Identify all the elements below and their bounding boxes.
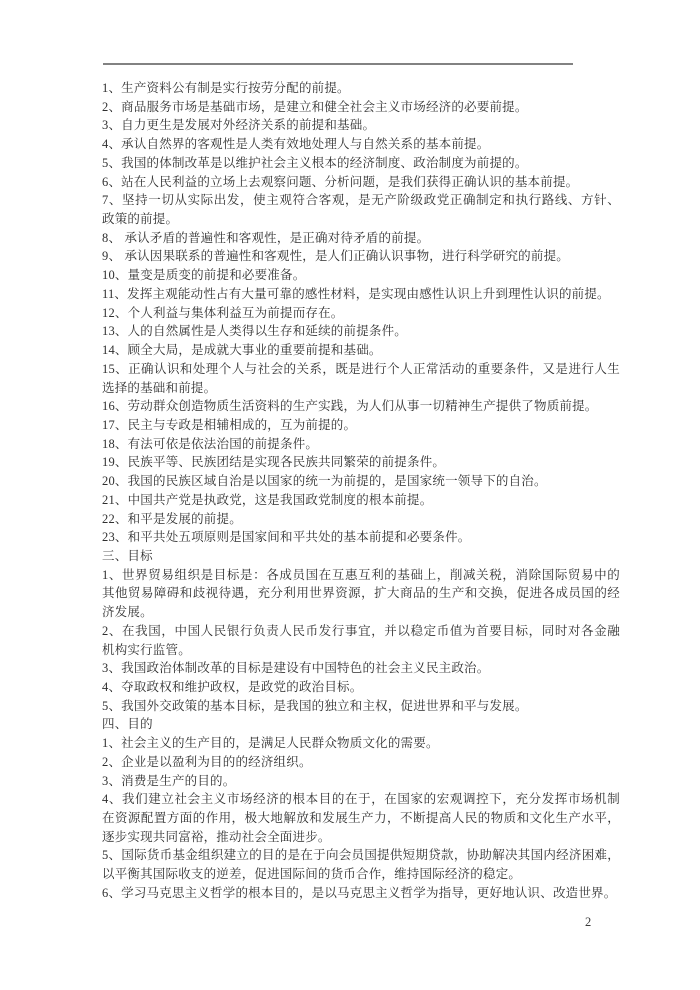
text-line: 机构实行监管。 <box>102 642 191 657</box>
text-line: 22、和平是发展的前提。 <box>102 511 242 526</box>
text-line: 6、学习马克思主义哲学的根本目的，是以马克思主义哲学为指导，更好地认识、改造世界。 <box>102 885 617 900</box>
text-line: 4、我们建立社会主义市场经济的根本目的在于，在国家的宏观调控下，充分发挥市场机制 <box>102 792 620 807</box>
text-line: 16、劳动群众创造物质生活资料的生产实践，为人们从事一切精神生产提供了物质前提。 <box>102 399 598 414</box>
page-number: 2 <box>585 915 592 929</box>
text-line: 5、我国的体制改革是以维护社会主义根本的经济制度、政治制度为前提的。 <box>102 155 528 170</box>
text-line: 4、夺取政权和维护政权，是政党的政治目标。 <box>102 680 363 694</box>
text-line: 9、 承认因果联系的普遍性和客观性，是人们正确认识事物，进行科学研究的前提。 <box>102 249 569 264</box>
text-line: 12、个人利益与集体利益互为前提而存在。 <box>102 305 344 320</box>
text-line: 23、和平共处五项原则是国家间和平共处的基本前提和必要条件。 <box>102 530 471 545</box>
text-line: 3、自力更生是发展对外经济关系的前提和基础。 <box>102 118 376 133</box>
text-line: 15、正确认识和处理个人与社会的关系，既是进行个人正常活动的重要条件，又是进行人生 <box>102 361 620 376</box>
text-line: 14、顾全大局，是成就大事业的重要前提和基础。 <box>102 343 382 358</box>
section-heading: 三、目标 <box>102 548 153 563</box>
text-line: 11、发挥主观能动性占有大量可靠的感性材料，是实现由感性认识上升到理性认识的前提。 <box>102 286 610 301</box>
text-line: 在资源配置方面的作用，极大地解放和发展生产力，不断提高人民的物质和文化生产水平， <box>102 811 620 826</box>
document-body <box>102 79 620 903</box>
text-line: 6、站在人民利益的立场上去观察问题、分析问题，是我们获得正确认识的基本前提。 <box>102 174 579 189</box>
header-rule <box>103 63 573 65</box>
text-line: 1、社会主义的生产目的，是满足人民群众物质文化的需要。 <box>102 736 439 751</box>
text-line: 3、我国政治体制改革的目标是建设有中国特色的社会主义民主政治。 <box>102 661 490 676</box>
text-line: 1、生产资料公有制是实行按劳分配的前提。 <box>102 81 350 95</box>
text-line: 20、我国的民族区域自治是以国家的统一为前提的，是国家统一领导下的自治。 <box>102 474 547 489</box>
text-line: 5、国际货币基金组织建立的目的是在于向会员国提供短期贷款，协助解决其国内经济困难， <box>102 848 620 863</box>
text-line: 3、消费是生产的目的。 <box>102 773 236 788</box>
text-line: 以平衡其国际收支的逆差，促进国际间的货币合作，维持国际经济的稳定。 <box>102 867 522 882</box>
text-line: 逐步实现共同富裕，推动社会全面进步。 <box>102 829 331 844</box>
text-line: 10、量变是质变的前提和必要准备。 <box>102 268 306 283</box>
text-line: 2、商品服务市场是基础市场，是建立和健全社会主义市场经济的必要前提。 <box>102 99 528 114</box>
text-line: 2、在我国，中国人民银行负责人民币发行事宜，并以稳定币值为首要目标，同时对各金融 <box>102 623 620 638</box>
text-line: 21、中国共产党是执政党，这是我国政党制度的根本前提。 <box>102 492 433 507</box>
text-line: 18、有法可依是依法治国的前提条件。 <box>102 436 319 451</box>
text-line: 17、民主与专政是相辅相成的，互为前提的。 <box>102 417 357 432</box>
text-line: 5、我国外交政策的基本目标，是我国的独立和主权，促进世界和平与发展。 <box>102 698 528 713</box>
text-line: 19、民族平等、民族团结是实现各民族共同繁荣的前提条件。 <box>102 455 446 470</box>
text-line: 1、世界贸易组织是目标是：各成员国在互惠互利的基础上，削减关税，消除国际贸易中的 <box>102 567 620 582</box>
text-line: 政策的前提。 <box>102 212 179 227</box>
text-line: 其他贸易障碍和歧视待遇，充分利用世界资源，扩大商品的生产和交换，促进各成员国的经 <box>102 586 620 601</box>
text-line: 2、企业是以盈利为目的的经济组织。 <box>102 754 312 769</box>
text-line: 13、人的自然属性是人类得以生存和延续的前提条件。 <box>102 324 408 339</box>
text-line: 选择的基础和前提。 <box>102 380 217 395</box>
text-line: 7、坚持一切从实际出发，使主观符合客观，是无产阶级政党正确制定和执行路线、方针、 <box>102 193 620 208</box>
section-heading: 四、目的 <box>102 717 153 732</box>
text-line: 8、 承认矛盾的普遍性和客观性，是正确对待矛盾的前提。 <box>102 230 430 245</box>
text-line: 4、承认自然界的客观性是人类有效地处理人与自然关系的基本前提。 <box>102 137 490 152</box>
text-line: 济发展。 <box>102 605 153 620</box>
